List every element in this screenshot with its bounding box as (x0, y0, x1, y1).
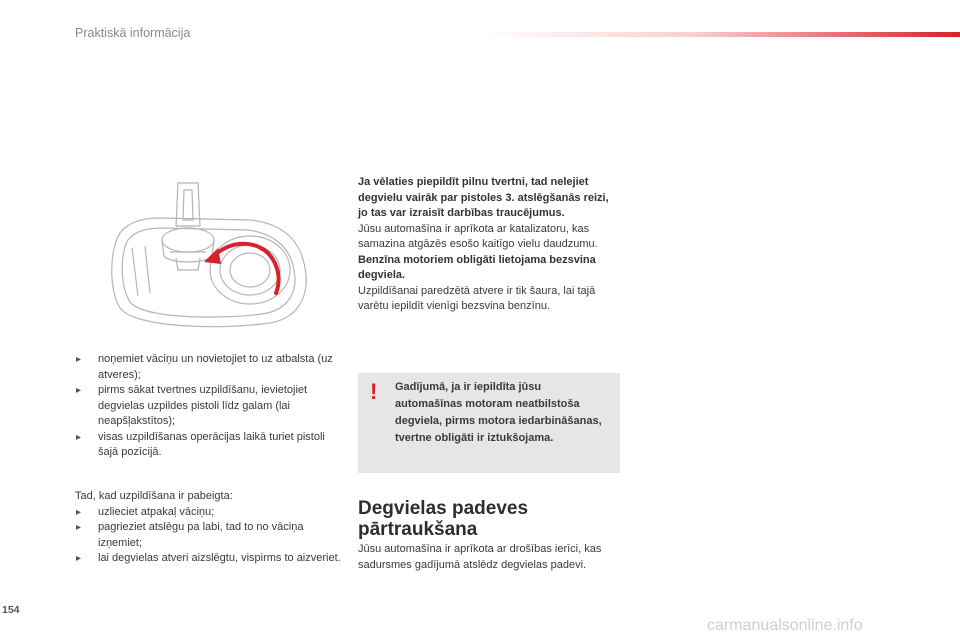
after-fueling-steps (75, 489, 345, 567)
page-number: 154 (2, 604, 20, 616)
list-item: ▸ pirms sākat tvertnes uzpildīšanu, ievietojiet degvielas uzpildes pistoli līdz galam (lai neapšļakstītos); (75, 383, 345, 430)
after-fueling-intro: Tad, kad uzpildīšana ir pabeigta: (75, 490, 233, 502)
list-item: ▸ visas uzpildīšanas operācijas laikā turiet pistoli šajā pozīcijā. (75, 430, 345, 461)
watermark: carmanualsonline.info (707, 617, 863, 634)
section-title: Degvielas padeves pārtraukšana (358, 498, 529, 540)
fuel-cap-key-illustration (100, 178, 315, 333)
list-item: ▸ lai degvielas atveri aizslēgtu, vispirms to aizveriet. (75, 551, 345, 567)
section-body (358, 542, 620, 573)
nozzle-text: Uzpildīšanai paredzētā atvere ir tik šaura, lai tajā varētu iepildīt vienīgi bezsvina benzīnu. (358, 284, 596, 312)
fuel-info-text (358, 175, 620, 315)
list-item: ▸ pagrieziet atslēgu pa labi, tad to no vāciņa izņemiet; (75, 520, 345, 551)
header-accent-bar (480, 32, 960, 37)
full-tank-warning: Ja vēlaties piepildīt pilnu tvertni, tad nelejiet degvielu vairāk par pistoles 3. atslēgšanās reizi, jo tas var izraisīt darbības traucējumus. (358, 176, 609, 219)
fueling-steps-list (75, 352, 345, 461)
list-item: ▸ noņemiet vāciņu un novietojiet to uz atbalsta (uz atveres); (75, 352, 345, 383)
unleaded-heading: Benzīna motoriem obligāti lietojama bezsvina degviela. (358, 253, 596, 281)
after-fueling-list (75, 505, 345, 567)
fueling-steps (75, 352, 345, 461)
warning-text: Gadījumā, ja ir iepildīta jūsu automašīnas motoram neatbilstoša degviela, pirms motora iedarbināšanas, tvertne obligāti ir iztukšojama. (395, 381, 602, 444)
warning-box (358, 373, 620, 473)
catalyst-text: Jūsu automašīna ir aprīkota ar katalizatoru, kas samazina atgāzēs esošo kaitīgo vielu daudzumu. (358, 222, 598, 250)
section-body-text: Jūsu automašīna ir aprīkota ar drošības ierīci, kas sadursmes gadījumā atslēdz degvielas padevi. (358, 543, 602, 571)
warning-icon: ! (370, 379, 378, 404)
list-item: ▸ uzlieciet atpakaļ vāciņu; (75, 505, 345, 521)
page-header-title: Praktiskā informācija (75, 26, 191, 40)
